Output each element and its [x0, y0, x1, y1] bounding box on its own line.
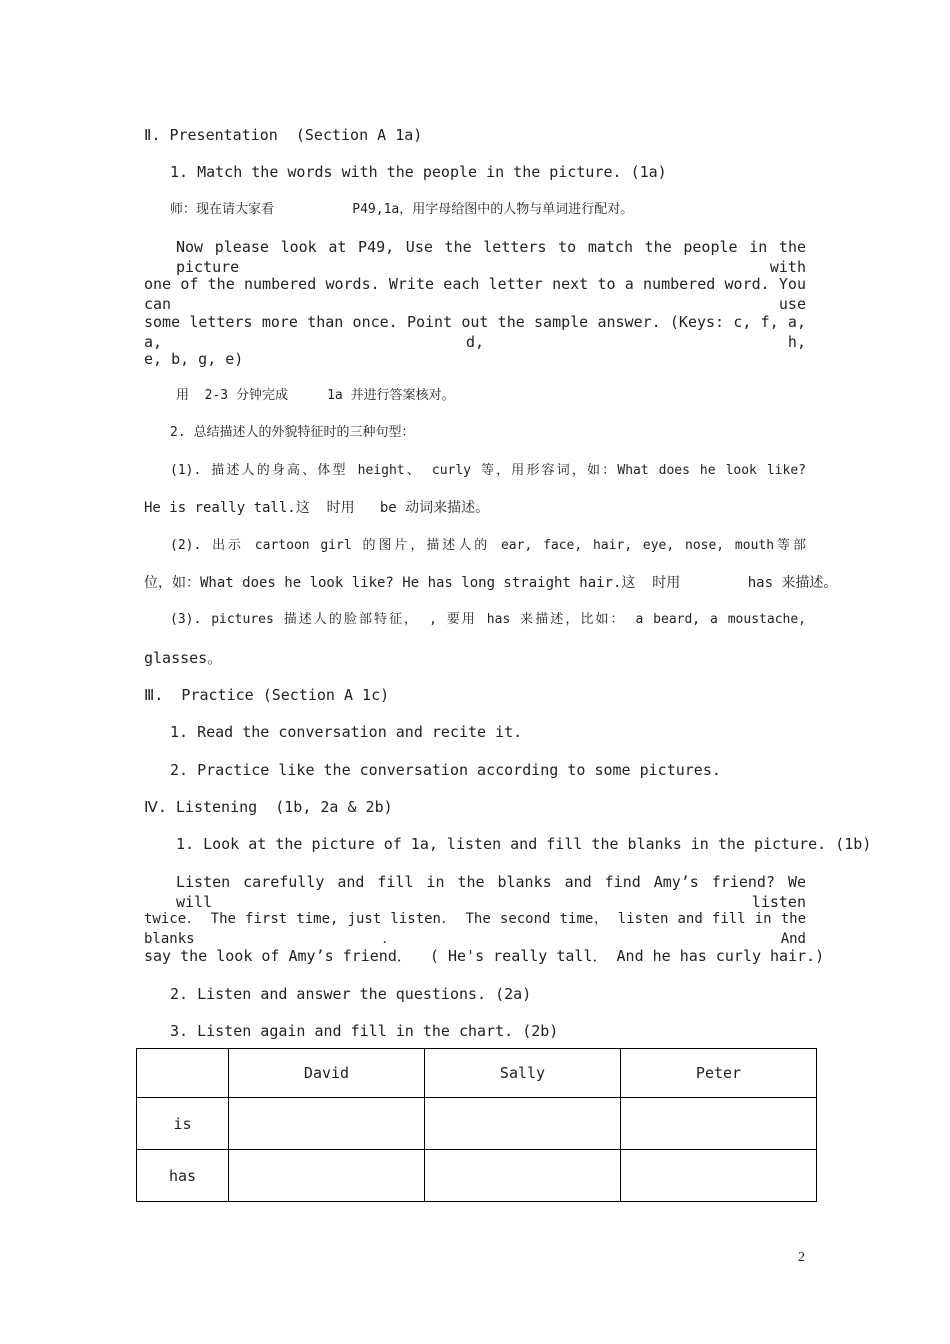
paragraph-line: 用 2-3 分钟完成 1a 并进行答案核对。 [176, 388, 455, 403]
table-cell[interactable] [425, 1150, 621, 1202]
instruction-line: 2. Listen and answer the questions. (2a) [170, 985, 532, 1003]
summary-heading: 2. 总结描述人的外貌特征时的三种句型： [170, 425, 415, 440]
row-label: has [137, 1150, 229, 1202]
paragraph-line: some letters more than once. Point out the sample answer. (Keys: c, f, a, a, d, h, [144, 313, 806, 351]
paragraph-line: one of the numbered words. Write each letter next to a numbered word. You can use [144, 275, 806, 313]
instruction-line: 1. Read the conversation and recite it. [170, 723, 523, 741]
instruction-line: 3. Listen again and fill in the chart. (2b) [170, 1022, 559, 1040]
instruction-line: 1. Match the words with the people in the picture. (1a) [170, 163, 667, 181]
page-number: 2 [798, 1250, 805, 1265]
section-heading-practice: Ⅲ. Practice (Section A 1c) [144, 686, 390, 704]
paragraph-line: e, b, g, e) [144, 350, 244, 368]
table-header-row [137, 1049, 817, 1098]
table-cell[interactable] [621, 1098, 817, 1150]
table-cell[interactable] [425, 1098, 621, 1150]
table-row [137, 1150, 817, 1202]
paragraph-line: 位，如：What does he look like? He has long straight hair.这 时用 has 来描述。 [144, 575, 838, 591]
section-heading-presentation: Ⅱ. Presentation (Section A 1a) [144, 126, 423, 144]
paragraph-line: Listen carefully and fill in the blanks and find Amy’s friend? We will listen [176, 873, 806, 911]
table-header-cell: Sally [425, 1049, 621, 1098]
table-row [137, 1098, 817, 1150]
paragraph-line: twice． The first time, just listen． The second time， listen and fill in the blanks． And [144, 911, 806, 947]
table-cell[interactable] [229, 1150, 425, 1202]
listening-chart-table [136, 1048, 817, 1202]
table-header-cell: David [229, 1049, 425, 1098]
table-cell[interactable] [621, 1150, 817, 1202]
row-label: is [137, 1098, 229, 1150]
paragraph-line: glasses。 [144, 649, 223, 667]
instruction-line: 2. Practice like the conversation according to some pictures. [170, 761, 721, 779]
paragraph-line: say the look of Amy’s friend． ( He's really tall． And he has curly hair.) [144, 947, 825, 965]
section-heading-listening: Ⅳ. Listening (1b, 2a & 2b) [144, 798, 393, 816]
paragraph-line: (2). 出示 cartoon girl 的图片，描述人的 ear, face, hair, eye, nose, mouth等部 [170, 538, 806, 553]
table-header-cell [137, 1049, 229, 1098]
paragraph-line: He is really tall.这 时用 be 动词来描述。 [144, 500, 490, 516]
instruction-line: 师：现在请大家看 P49,1a，用字母给图中的人物与单词进行配对。 [170, 202, 634, 217]
instruction-line: 1. Look at the picture of 1a, listen and fill the blanks in the picture. (1b) [176, 835, 872, 853]
paragraph-line: Now please look at P49, Use the letters to match the people in the picture with [176, 238, 806, 276]
table-header-cell: Peter [621, 1049, 817, 1098]
table-cell[interactable] [229, 1098, 425, 1150]
paragraph-line: (1). 描述人的身高、体型 height、 curly 等，用形容词，如：What does he look like? [170, 463, 806, 478]
paragraph-line: (3). pictures 描述人的脸部特征， , 要用 has 来描述，比如： a beard, a moustache, [170, 612, 806, 627]
